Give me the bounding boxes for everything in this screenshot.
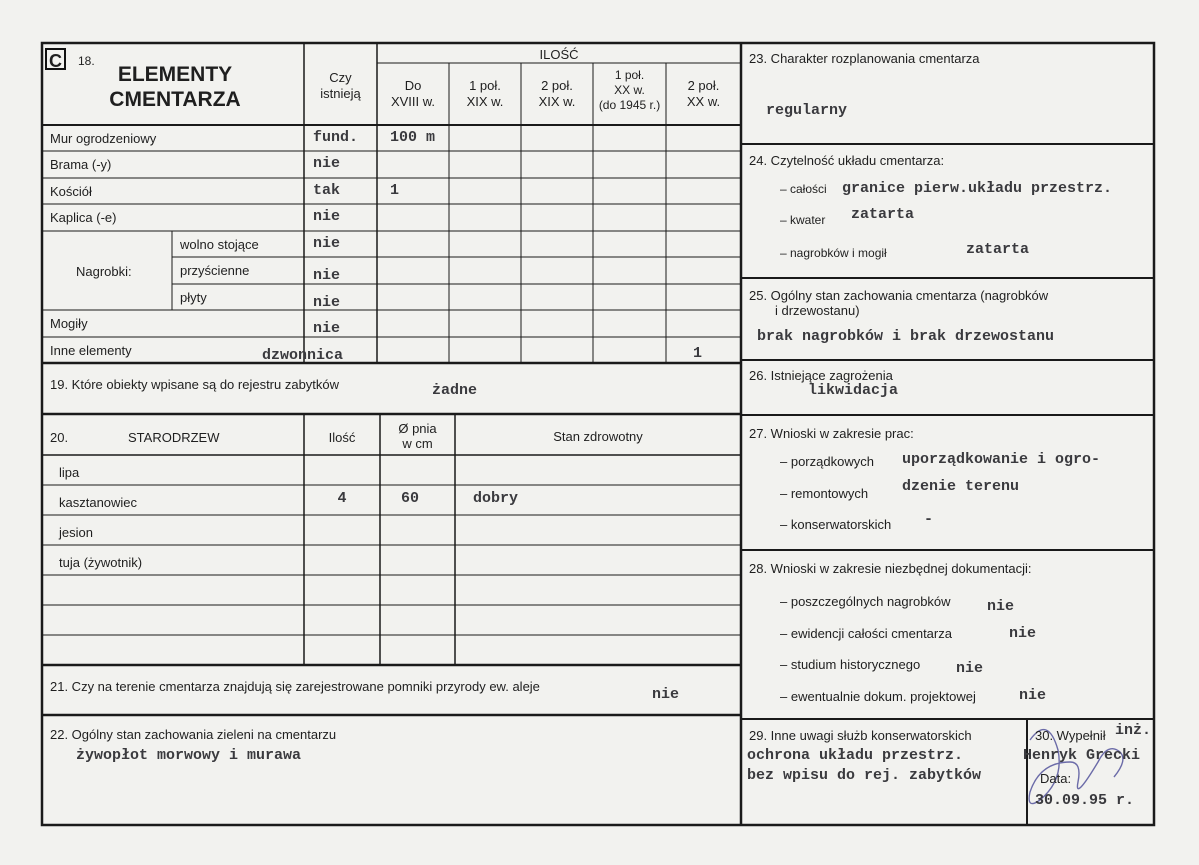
q29-value: ochrona układu przestrz. (747, 747, 964, 764)
element-row-label: Mogiły (50, 316, 88, 331)
q25-label: 25. Ogólny stan zachowania cmentarza (nagrobków (749, 288, 1049, 303)
q27-item-label: – konserwatorskich (780, 517, 892, 532)
q28-item-label: – ewidencji całości cmentarza (780, 626, 952, 641)
q24-item-label: – całości (780, 182, 827, 196)
element-row-exists: dzwonnica (262, 347, 344, 364)
q20-health-header: Stan zdrowotny (553, 429, 643, 444)
nagrobki-label: Nagrobki: (76, 264, 132, 279)
q27-item-value: uporządkowanie i ogro- (902, 451, 1101, 468)
q27-item-label: – remontowych (780, 486, 869, 501)
exists-header: Czy istnieją (320, 70, 361, 101)
tree-name: lipa (59, 465, 80, 480)
q30-title: inż. (1115, 722, 1152, 739)
element-row-qty-xx2: 1 (693, 345, 703, 362)
section-number: 18. (78, 54, 95, 68)
q19-value: żadne (432, 382, 478, 399)
tree-health: dobry (473, 490, 519, 507)
q28-item-label: – poszczególnych nagrobków (780, 594, 951, 609)
tree-diameter: 60 (400, 490, 419, 507)
element-row-label: wolno stojące (180, 237, 259, 252)
q23-value: regularny (766, 102, 848, 119)
tree-name: tuja (żywotnik) (59, 555, 143, 570)
q28-item-value: nie (1009, 625, 1037, 642)
period-header: 2 poł. XIX w. (538, 78, 576, 109)
q24-item-value: zatarta (851, 206, 915, 223)
element-row-exists: nie (313, 320, 341, 337)
period-header: Do XVIII w. (390, 78, 436, 109)
element-row-label: płyty (180, 290, 207, 305)
element-row-exists: nie (313, 208, 341, 225)
q19-label: 19. Które obiekty wpisane są do rejestru zabytków (50, 377, 340, 392)
tree-name: kasztanowiec (59, 495, 138, 510)
q27-item-value: - (924, 511, 934, 528)
element-row-qty-xviii: 1 (390, 182, 400, 199)
element-row-exists: nie (313, 235, 341, 252)
element-row-label: Brama (-y) (50, 157, 112, 172)
tree-qty: 4 (337, 490, 347, 507)
element-row-qty-xviii: 100 m (390, 129, 436, 146)
q21-value: nie (652, 686, 680, 703)
period-header: 1 poł. XIX w. (466, 78, 504, 109)
q28-item-value: nie (1019, 687, 1047, 704)
q30-name: Henryk Grecki (1023, 747, 1141, 764)
element-row-exists: nie (313, 267, 341, 284)
q30-date-value: 30.09.95 r. (1035, 792, 1135, 809)
period-header: 1 poł. XX w. (do 1945 r.) (598, 68, 661, 112)
q26-label: 26. Istniejące zagrożenia (749, 368, 893, 383)
element-row-exists: fund. (313, 129, 359, 146)
section-title: ELEMENTY CMENTARZA (109, 63, 241, 111)
q30-label: 30. Wypełnił (1035, 728, 1106, 743)
quantity-header: ILOŚĆ (539, 47, 579, 62)
q27-item-label: – porządkowych (780, 454, 874, 469)
q20-number: 20. (50, 430, 69, 445)
q22-label: 22. Ogólny stan zachowania zieleni na cmentarzu (50, 727, 337, 742)
tree-name: jesion (59, 525, 93, 540)
q28-item-label: – studium historycznego (780, 657, 921, 672)
q25-label-cont: i drzewostanu) (775, 303, 860, 318)
element-row-label: Kaplica (-e) (50, 210, 117, 225)
q28-item-value: nie (956, 660, 984, 677)
q27-item-value: dzenie terenu (902, 478, 1020, 495)
q23-label: 23. Charakter rozplanowania cmentarza (749, 51, 980, 66)
element-row-label: Kościół (50, 184, 92, 199)
q24-item-value: granice pierw.układu przestrz. (842, 180, 1113, 197)
q28-item-value: nie (987, 598, 1015, 615)
q24-item-label: – kwater (780, 213, 826, 227)
element-row-label: przyścienne (180, 263, 250, 278)
q28-label: 28. Wnioski w zakresie niezbędnej dokumentacji: (749, 561, 1032, 576)
q26-value: likwidacja (808, 382, 899, 399)
q25-value: brak nagrobków i brak drzewostanu (757, 328, 1055, 345)
q30-date-label: Data: (1040, 771, 1072, 786)
element-row-exists: nie (313, 294, 341, 311)
q20-title: STARODRZEW (128, 430, 220, 445)
element-row-label: Inne elementy (50, 343, 132, 358)
q20-diameter-header: Ø pnia w cm (398, 421, 437, 451)
q20-qty-header: Ilość (328, 430, 356, 445)
element-row-label: Mur ogrodzeniowy (50, 131, 157, 146)
q24-item-label: – nagrobków i mogił (780, 246, 887, 260)
period-header: 2 poł. XX w. (686, 78, 721, 109)
q24-item-value: zatarta (966, 241, 1030, 258)
q29-label: 29. Inne uwagi służb konserwatorskich (749, 728, 972, 743)
q21-label: 21. Czy na terenie cmentarza znajdują się zarejestrowane pomniki przyrody ew. aleje (50, 679, 540, 694)
element-row-exists: nie (313, 155, 341, 172)
q29-value-cont: bez wpisu do rej. zabytków (747, 767, 982, 784)
q27-label: 27. Wnioski w zakresie prac: (749, 426, 914, 441)
q24-label: 24. Czytelność układu cmentarza: (749, 153, 945, 168)
section-letter-box: C (45, 48, 66, 70)
element-row-exists: tak (313, 182, 341, 199)
q28-item-label: – ewentualnie dokum. projektowej (780, 689, 976, 704)
q22-value: żywopłot morwowy i murawa (76, 747, 302, 764)
